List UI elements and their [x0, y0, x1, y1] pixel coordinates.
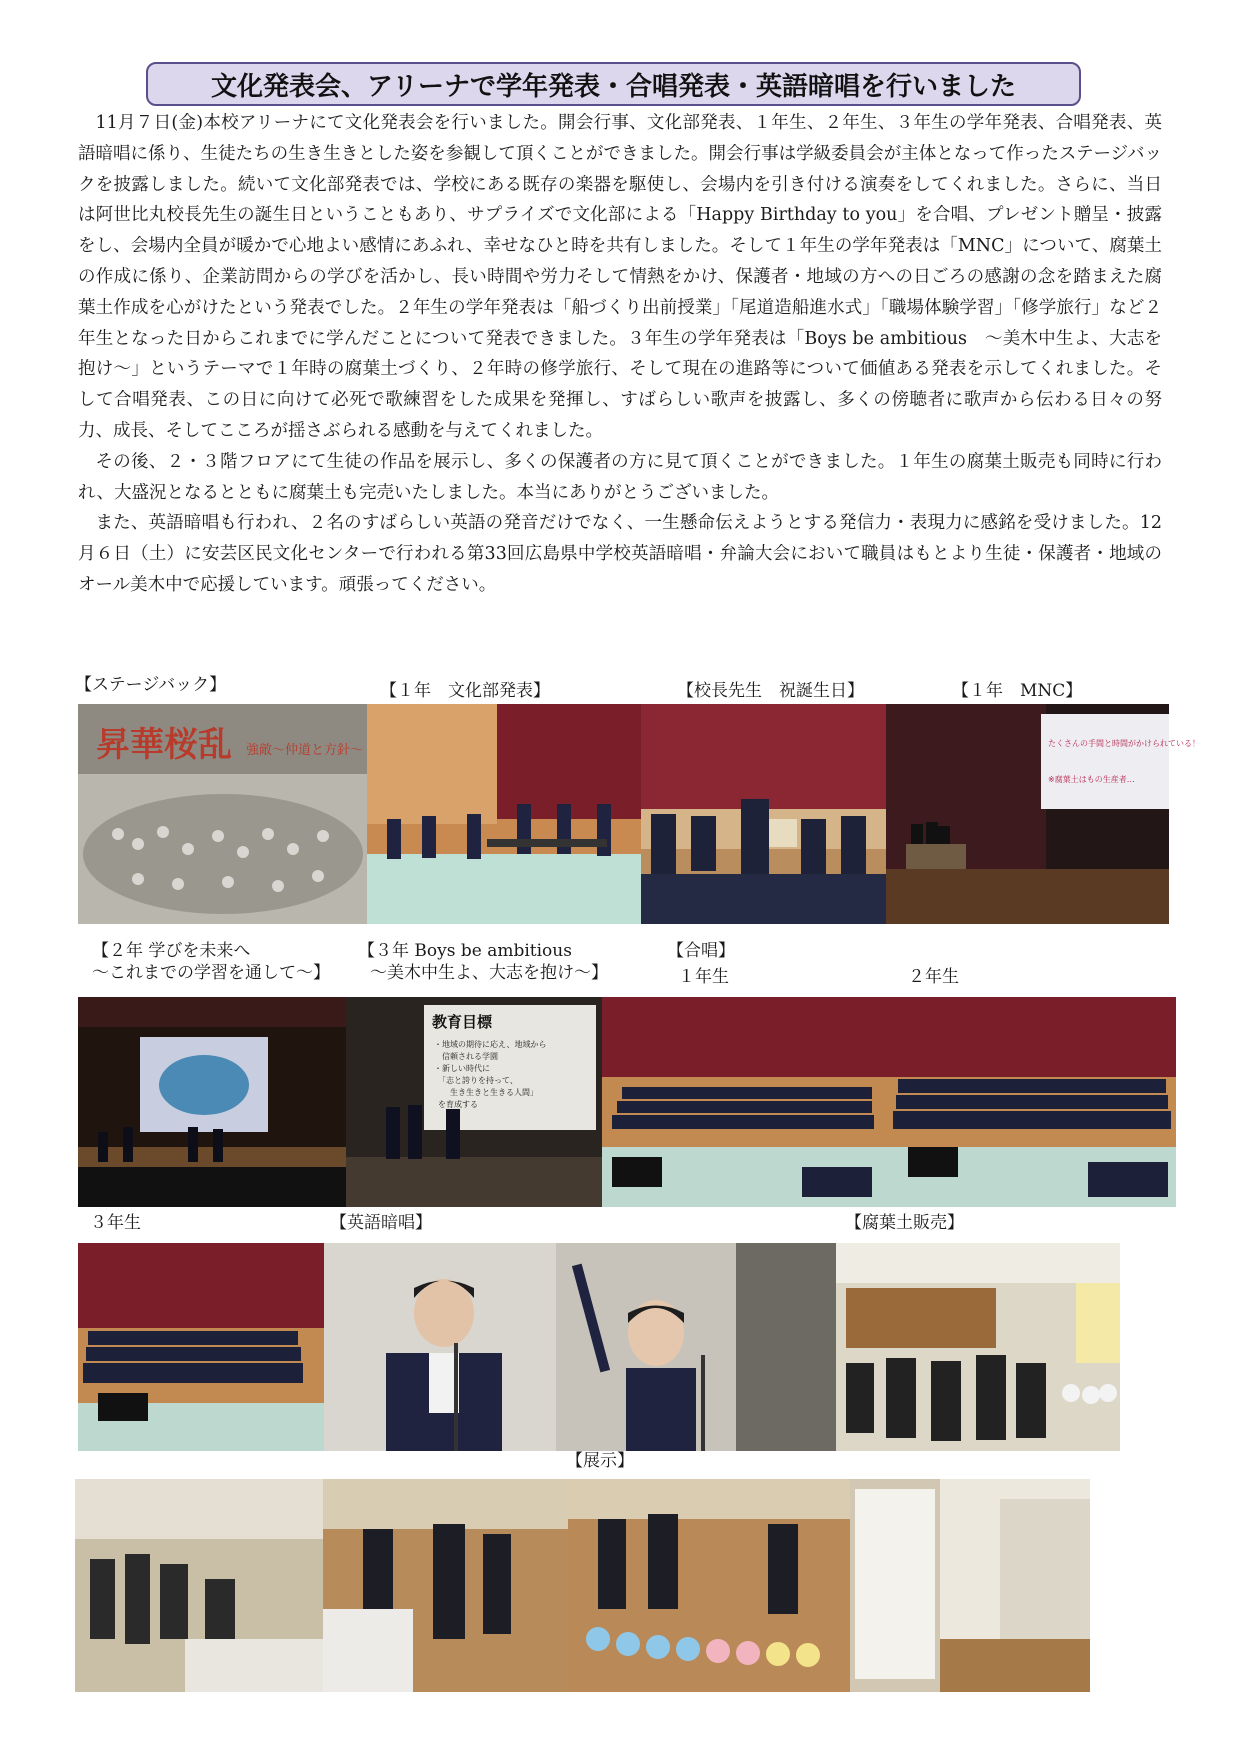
article-body: [78, 108, 1162, 601]
caption-nen2-line2: ～これまでの学習を通して～】: [92, 963, 330, 983]
photo-nen3-presentation: [346, 997, 602, 1207]
photo-gassho-2nen: [888, 997, 1176, 1207]
photo-mnc: [886, 704, 1200, 924]
caption-gassho-2nen: ２年生: [908, 967, 959, 987]
page-title-text: 文化発表会、アリーナで学年発表・合唱発表・英語暗唱を行いました: [211, 71, 1016, 102]
photo-stage-back: [78, 704, 367, 924]
mokuhyo-line-2: 信頼される学園: [434, 1052, 498, 1061]
mokuhyo-title: 教育目標: [432, 1013, 493, 1031]
caption-tenji: 【展示】: [566, 1451, 634, 1471]
caption-nen3-line2: ～美木中生よ、大志を抱け～】: [370, 963, 608, 983]
photo-eigo-speaker2: [556, 1243, 836, 1451]
photo-tenji-4: [850, 1479, 1090, 1692]
caption-gassho-3nen: ３年生: [90, 1213, 141, 1233]
photo-kocho-birthday: [641, 704, 886, 924]
caption-nen2-line1: 【２年 学びを未来へ: [92, 941, 251, 961]
photo-gassho-3nen: [78, 1243, 324, 1451]
caption-kocho: 【校長先生 祝誕生日】: [677, 681, 864, 701]
photo-gassho-1nen: [602, 997, 888, 1207]
caption-bunka: 【１年 文化部発表】: [380, 681, 550, 701]
paragraph-3: また、英語暗唱も行われ、２名のすばらしい英語の発音だけでなく、一生懸命伝えようとする発信力・表現力に感銘を受けました。12月６日（土）に安芸区民文化センターで行われる第33回広島県中学校英語暗唱・弁論大会において職員はもとより生徒・保護者・地域のオール美木中で応援しています。頑張ってください。: [78, 513, 1162, 595]
mokuhyo-line-5: 生き生きと生きる人間」: [442, 1088, 538, 1097]
caption-fuyodo: 【腐葉土販売】: [845, 1213, 964, 1233]
caption-gassho: 【合唱】: [667, 941, 735, 961]
mokuhyo-line-6: を育成する: [438, 1100, 478, 1109]
photo-nen2-presentation: [78, 997, 346, 1207]
page-title: [146, 62, 1081, 106]
stage-banner-text: 昇華桜乱: [96, 725, 232, 765]
mokuhyo-line-1: ・地域の期待に応え、地域から: [434, 1040, 547, 1049]
mokuhyo-line-3: ・新しい時代に: [434, 1064, 490, 1073]
caption-nen3-line1: 【３年 Boys be ambitious: [358, 941, 572, 961]
stage-banner-sub: 強敵～仲道と方針～: [246, 743, 364, 758]
photo-bunka-performance: [367, 704, 641, 924]
mnc-slide-line-1: たくさんの手間と時間がかけられている！: [1048, 739, 1200, 748]
caption-mnc: 【１年 MNC】: [952, 681, 1083, 701]
paragraph-2: その後、２・３階フロアにて生徒の作品を展示し、多くの保護者の方に見て頂くことができました。１年生の腐葉土販売も同時に行われ、大盛況となるとともに腐葉土も完売いたしました。本当にありがとうございました。: [78, 451, 1162, 503]
mokuhyo-line-4: 「志と誇りを持って、: [438, 1076, 518, 1085]
mnc-slide-line-3: ※腐葉土はもの生産者…: [1048, 775, 1135, 784]
photo-eigo-speaker1: [324, 1243, 556, 1451]
photo-tenji-1: [75, 1479, 323, 1692]
caption-gassho-1nen: １年生: [678, 967, 729, 987]
paragraph-1: 11月７日(金)本校アリーナにて文化発表会を行いました。開会行事、文化部発表、１年生、２年生、３年生の学年発表、合唱発表、英語暗唱に係り、生徒たちの生き生きとした姿を参観して頂くことができました。開会行事は学級委員会が主体となって作ったステージバックを披露しました。続いて文化部発表では、学校にある既存の楽器を駆使し、会場内を引き付ける演奏をしてくれました。さらに、当日は阿世比丸校長先生の誕生日ということもあり、サプライズで文化部による「Happy Birthday to you」を合唱、プレゼント贈呈・披露をし、会場内全員が暖かで心地よい感情にあふれ、幸せなひと時を共有しました。そして１年生の学年発表は「MNC」について、腐葉土の作成に係り、企業訪問からの学びを活かし、長い時間や労力そして情熱をかけ、保護者・地域の方への日ごろの感謝の念を踏まえた腐葉土作成を心がけたという発表でした。２年生の学年発表は「船づくり出前授業」「尾道造船進水式」「職場体験学習」「修学旅行」など２年生となった日からこれまでに学んだことについて発表できました。３年生の学年発表は「Boys be ambitious ～美木中生よ、大志を抱け～」というテーマで１年時の腐葉土づくり、２年時の修学旅行、そして現在の進路等について価値ある発表を示してくれました。そして合唱発表、この日に向けて必死で歌練習をした成果を発揮し、すばらしい歌声を披露し、多くの傍聴者に歌声から伝わる日々の努力、成長、そしてこころが揺さぶられる感動を与えてくれました。: [78, 113, 1162, 441]
photo-tenji-3: [568, 1479, 850, 1692]
caption-eigo: 【英語暗唱】: [330, 1213, 432, 1233]
caption-stage-back: 【ステージバック】: [75, 675, 227, 695]
photo-tenji-2: [323, 1479, 568, 1692]
photo-fuyodo-sale: [836, 1243, 1120, 1451]
